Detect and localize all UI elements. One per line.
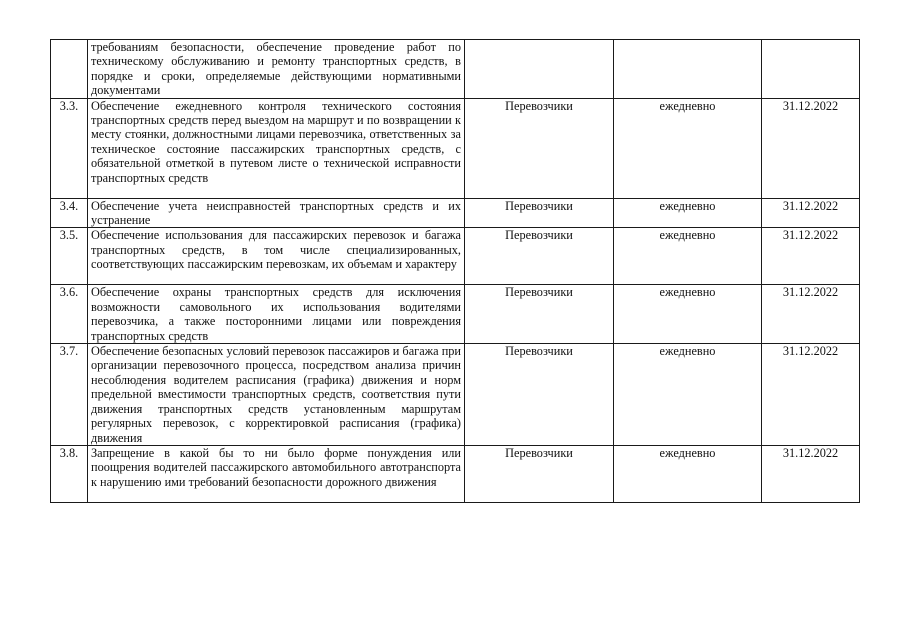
item-number: 3.6. [51, 285, 88, 344]
frequency-cell [614, 40, 762, 99]
measure-description: требованиям безопасности, обеспечение проведение работ по техническому обслуживанию и ремонту транспортных средств, в порядке и сроки, определяемые действующими нормативными документами [88, 40, 465, 99]
item-number: 3.3. [51, 98, 88, 198]
table-row [51, 198, 860, 228]
frequency-cell: ежедневно [614, 98, 762, 198]
executor-cell: Перевозчики [465, 228, 614, 285]
deadline-cell: 31.12.2022 [762, 228, 860, 285]
table-row [51, 98, 860, 198]
table-row [51, 344, 860, 446]
measures-table [50, 39, 860, 503]
table-row [51, 445, 860, 502]
deadline-cell: 31.12.2022 [762, 198, 860, 228]
table-row [51, 40, 860, 99]
measure-description: Обеспечение ежедневного контроля технического состояния транспортных средств перед выездом на маршрут и по возвращении к месту стоянки, должностными лицами перевозчика, ответственных за техническое состояние пассажирских транспортных средств, с обязательной отметкой в путевом листе о технической исправности транспортных средств [88, 98, 465, 198]
deadline-cell: 31.12.2022 [762, 344, 860, 446]
item-number: 3.7. [51, 344, 88, 446]
frequency-cell: ежедневно [614, 198, 762, 228]
executor-cell: Перевозчики [465, 98, 614, 198]
table-row [51, 285, 860, 344]
executor-cell: Перевозчики [465, 285, 614, 344]
frequency-cell: ежедневно [614, 344, 762, 446]
frequency-cell: ежедневно [614, 445, 762, 502]
item-number: 3.8. [51, 445, 88, 502]
executor-cell: Перевозчики [465, 344, 614, 446]
measure-description: Обеспечение безопасных условий перевозок пассажиров и багажа при организации перевозочного процесса, посредством анализа причин несоблюдения водителем расписания (графика) движения и норм предельной вместимости транспортных средств, соответствия пути движения транспортных средств установленным маршрутам регулярных перевозок, с корректировкой расписания (графика) движения [88, 344, 465, 446]
frequency-cell: ежедневно [614, 285, 762, 344]
measure-description: Запрещение в какой бы то ни было форме понуждения или поощрения водителей пассажирского автомобильного автотранспорта к нарушению ими требований безопасности дорожного движения [88, 445, 465, 502]
item-number: 3.5. [51, 228, 88, 285]
deadline-cell: 31.12.2022 [762, 98, 860, 198]
measure-description: Обеспечение охраны транспортных средств для исключения возможности самовольного их использования водителями перевозчика, а также посторонними лицами или повреждения транспортных средств [88, 285, 465, 344]
item-number [51, 40, 88, 99]
frequency-cell: ежедневно [614, 228, 762, 285]
item-number: 3.4. [51, 198, 88, 228]
deadline-cell: 31.12.2022 [762, 445, 860, 502]
deadline-cell: 31.12.2022 [762, 285, 860, 344]
measure-description: Обеспечение использования для пассажирских перевозок и багажа транспортных средств, в том числе специализированных, соответствующих пассажирским перевозкам, их объемам и характеру [88, 228, 465, 285]
table-row [51, 228, 860, 285]
executor-cell [465, 40, 614, 99]
executor-cell: Перевозчики [465, 198, 614, 228]
measure-description: Обеспечение учета неисправностей транспортных средств и их устранение [88, 198, 465, 228]
executor-cell: Перевозчики [465, 445, 614, 502]
deadline-cell [762, 40, 860, 99]
